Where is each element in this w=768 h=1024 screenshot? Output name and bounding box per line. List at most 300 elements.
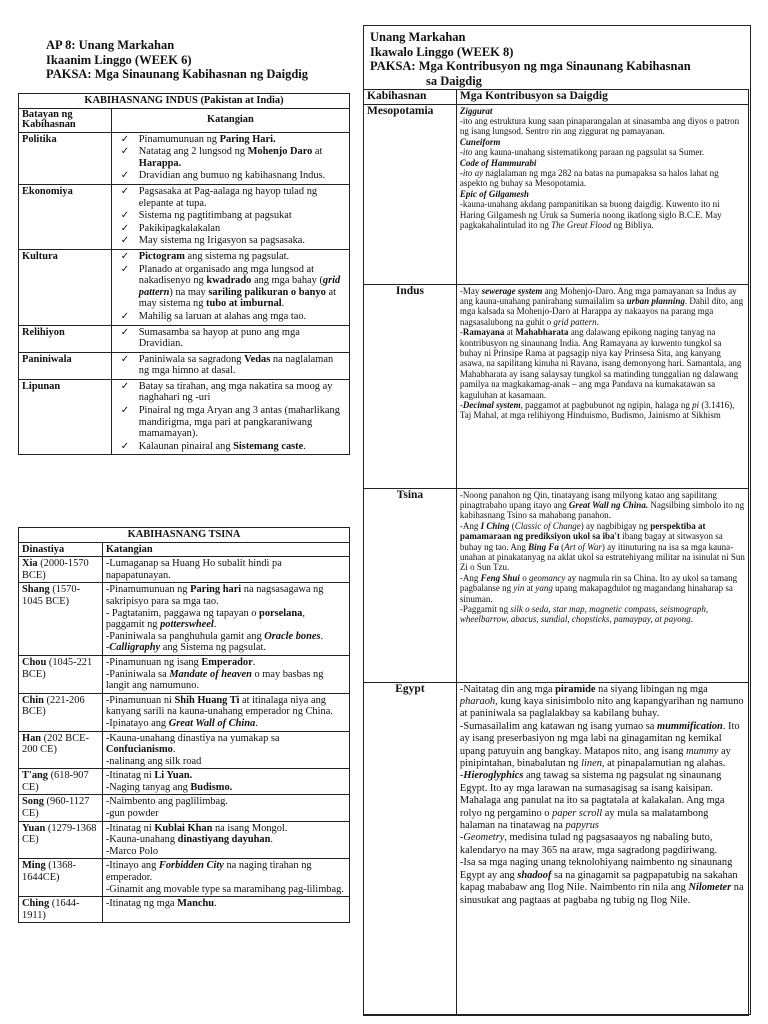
trait-text: na nagsasagawa ng sakripisyo para sa mga tao. [105, 584, 324, 607]
dynasty-traits [102, 821, 349, 859]
contribution-cell [456, 488, 748, 682]
contribution-text: pi [692, 400, 700, 411]
item-text: ang mga bahay ( [251, 275, 323, 287]
contribution-text: -Ang [459, 520, 481, 531]
trait-line [106, 733, 346, 756]
trait-line [106, 884, 346, 896]
dynasty-name: Ching [22, 898, 50, 910]
table-row [19, 795, 350, 821]
item-text: ) na may [169, 286, 209, 298]
contribution-paragraph [460, 147, 745, 157]
civilization-name: Mesopotamia [364, 104, 457, 284]
trait-line [106, 608, 346, 631]
item-text: Pagsasaka at Pag-aalaga ng hayop tulad ng elepante at tupa. [138, 185, 318, 209]
trait-text: -Paniniwala sa [105, 668, 170, 680]
contribution-text: urban planning [626, 296, 685, 306]
contribution-paragraph [460, 604, 745, 625]
trait-text: -Ginamit ang movable type sa maramihang pag-lilimbag. [105, 883, 344, 895]
contribution-text: - [459, 400, 463, 411]
contribution-text: Ramayana [462, 327, 505, 338]
trait-text: -Lumaganap sa Huang Ho subalit hindi pa napapatunayan. [105, 558, 282, 581]
contribution-paragraph [460, 189, 745, 199]
contribution-text: The Great Flood [551, 220, 612, 231]
contribution-text: at [524, 583, 536, 594]
contribution-text: ay nagmula rin sa China. Ito ay ukol sa tamang pagbalanse ng [459, 572, 738, 594]
contribution-text: silk o seda, star map, magnetic compass, seismograph, wheelbarrow, abacus, sundial, chopsticks, pamaypay, at payong [459, 604, 709, 625]
item-text: Sistema ng pagtitimbang at pagsukat [138, 210, 292, 222]
contribution-text: . Dahil dito, ang mga kalsada sa Mohenjo-Daro at Harappa ay nakaayos na parang mga nagsasalubong na guhit o [459, 296, 744, 327]
right-header-line3b: sa Daigdig [426, 73, 482, 88]
contribution-text: - [459, 770, 464, 782]
item-text: Planado at organisado ang mga lungsod at nakadisenyo ng [138, 263, 315, 287]
trait-text: Emperador [201, 656, 253, 668]
trait-text: -Pinamumunuan ng [105, 584, 191, 596]
contribution-paragraph [460, 327, 745, 400]
trait-text: -Itinayo ang [105, 860, 159, 872]
indus-table [18, 93, 350, 455]
left-header-line1: AP 8: Unang Markahan [46, 38, 175, 52]
dynasty-name: Han [22, 732, 42, 744]
dynasty-traits [102, 897, 349, 923]
contrib-col2-header: Mga Kontribusyon sa Daigdig [456, 90, 748, 105]
trait-line [106, 898, 346, 910]
trait-text: Mandate of heaven [169, 668, 252, 680]
dynasty-name: Shang [22, 584, 50, 596]
contribution-text: (3.1416), Taj Mahal, at mga relihiyong Hinduismo, Budismo, Jainismo at Sikhism [459, 400, 735, 421]
dynasty-cell [19, 897, 103, 923]
contribution-text: Code of Hammurabi [459, 157, 537, 168]
contribution-text: na siyang libingan ng mga [595, 683, 708, 695]
trait-text: Manchu [177, 898, 215, 910]
dynasty-traits [102, 583, 349, 656]
contribution-text: ) ay nagbibigay ng [580, 520, 651, 531]
contribution-text: - [459, 327, 463, 338]
trait-text: -nalinang ang silk road [105, 755, 202, 767]
list-item [139, 223, 346, 235]
contribution-paragraph [460, 770, 745, 832]
contribution-text: paper scroll [552, 807, 603, 819]
contribution-paragraph [460, 400, 745, 421]
contribution-text: ang kauna-unahang sistematikong paraan ng pagsulat sa Sumer. [472, 147, 705, 158]
contribution-text: -Noong panahon ng Qin, tinatayang isang milyong katao ang sapilitang pinagtrabaho upang itayo ang [459, 489, 717, 510]
table-row [364, 682, 749, 1015]
item-text: Pinairal ng mga Aryan ang 3 antas (maharlikang mandirigma, mga pari at pangkaraniwang mamamayan). [138, 405, 340, 440]
trait-text: Great Wall of China [168, 717, 256, 729]
trait-line [106, 669, 346, 692]
trait-text: Li Yuan. [154, 770, 193, 782]
contribution-text: -May [459, 285, 482, 296]
table-row [364, 488, 749, 682]
contribution-paragraph [460, 573, 745, 604]
dynasty-traits [102, 769, 349, 795]
trait-text: , paggamit ng [105, 607, 305, 631]
trait-line [106, 584, 346, 607]
list-item [139, 170, 346, 182]
contribution-text: ang dalawang epikong naging tanyag na kontribusyon ng sinaunang India. Ang Ramayana ay kuwento tungkol sa buhay ni Prinsipe Rama at pagsagip niya kay Prinsesa Sita, ang kanyang asawa, na sapilitang kinuha ni Ravana, isang demonyong hari. Samantala, ang Mahabharata ay isang salaysay tungkol sa matinding tunggalian ng dalawang pamilya na magkakamag-anak – ang mga Pandava na kumakatawan sa kaguluhan at kasamaan. [459, 327, 742, 400]
trait-text: -Paniniwala sa panghuhula gamit ang [105, 630, 265, 642]
item-text: Pictogram [138, 250, 185, 262]
contribution-text: ito ay [462, 168, 484, 179]
trait-text: -Marco Polo [105, 845, 159, 857]
contribution-cell [456, 682, 748, 1015]
contribution-paragraph [460, 116, 745, 137]
trait-text: Calligraphy [109, 642, 161, 654]
dynasty-years: (1570-1045 BCE) [22, 584, 81, 607]
list-item [139, 186, 346, 209]
dynasty-years: (1279-1368 CE) [22, 822, 97, 846]
indus-row-items [111, 249, 349, 325]
contribution-text: yang [535, 583, 553, 594]
indus-row-items [111, 325, 349, 352]
dynasty-name: Xia [22, 558, 38, 570]
table-row [19, 897, 350, 923]
trait-text: -Itinatag ng mga [105, 898, 178, 910]
item-text: at may sistema ng [138, 286, 336, 310]
contribution-text: ( [558, 541, 565, 552]
right-panel [363, 25, 751, 1015]
trait-text: Confucianismo [105, 744, 173, 756]
contribution-text: -Isa sa mga naging unang teknolohiyang naimbento ng sinaunang Egypt ay ang [459, 857, 733, 881]
contribution-text: ( [509, 520, 515, 531]
trait-line [106, 631, 346, 643]
list-item [139, 441, 346, 453]
checklist [115, 381, 346, 453]
contribution-text: Ziggurat [459, 105, 493, 116]
contribution-text: Epic of Gilgamesh [459, 188, 529, 199]
item-text: tubo at imburnal [206, 298, 282, 310]
table-row [19, 583, 350, 656]
right-header-line2: Ikawalo Linggo (WEEK 8) [370, 44, 514, 59]
list-item [139, 235, 346, 247]
contribution-text: Art of War [564, 541, 602, 552]
contribution-text: papyrus [565, 820, 599, 832]
dynasty-cell [19, 655, 103, 693]
contribution-text: -Paggamit ng [459, 604, 511, 615]
indus-row-items [111, 184, 349, 249]
contribution-text: at [504, 327, 516, 338]
list-item [139, 146, 346, 169]
dynasty-years: (1045-221 BCE) [22, 656, 93, 680]
trait-text: - Pagtatanim, paggawa ng tapayan o [105, 607, 260, 619]
table-row [19, 184, 350, 249]
indus-row-label: Paniniwala [19, 352, 112, 379]
dynasty-traits [102, 859, 349, 897]
dynasty-years: (202 BCE- 200 CE) [22, 732, 89, 756]
table-row [19, 352, 350, 379]
contribution-text: grid pattern [553, 316, 597, 327]
trait-text: -Itinatag ni [105, 770, 155, 782]
item-text: Batay sa tirahan, ang mga nakatira sa moog ay naghahari ng -uri [138, 380, 333, 404]
item-text: Paniniwala sa sagradong [138, 353, 245, 365]
contribution-text: na sinusukat ang pagtaas at pagbaba ng tubig ng Ilog Nile. [459, 882, 744, 906]
checklist [115, 354, 346, 377]
item-text: Dravidian ang bumuo ng kabihasnang Indus. [138, 170, 326, 182]
contribution-text: -Naitatag din ang mga [459, 683, 556, 695]
contribution-text: Nagsilbing simbolo ito ng kabihasnang Tsino sa mahabang panahon. [459, 500, 745, 521]
dynasty-cell [19, 557, 103, 583]
table-row [19, 249, 350, 325]
dynasty-traits [102, 731, 349, 769]
civilization-name: Tsina [364, 488, 457, 682]
checklist [115, 134, 346, 182]
trait-text: Forbidden City [158, 860, 224, 872]
contribution-text: piramide [555, 683, 596, 695]
contribution-text: ay mula sa malatambong halaman na tinatawag na [459, 807, 709, 832]
civilization-name: Egypt [364, 682, 457, 1015]
item-text: . [281, 298, 285, 310]
dynasty-cell [19, 731, 103, 769]
item-text: ang sistema ng pagsulat. [184, 250, 290, 262]
contribution-text: mummification [657, 720, 723, 732]
indus-row-items [111, 352, 349, 379]
trait-text: -Kauna-unahang dinastiya na yumakap sa [105, 732, 280, 744]
indus-row-items [111, 132, 349, 184]
dynasty-name: Chou [22, 656, 47, 668]
trait-text: . [213, 619, 217, 631]
contribution-paragraph [460, 137, 745, 147]
contribution-paragraph [460, 521, 745, 573]
dynasty-cell [19, 769, 103, 795]
indus-row-label: Politika [19, 132, 112, 184]
contribution-paragraph [460, 490, 745, 521]
trait-text: ang Sistema ng pagsulat. [160, 642, 267, 654]
contributions-table [363, 89, 749, 1016]
trait-line [106, 860, 346, 883]
contribution-text: ito [462, 147, 473, 158]
trait-text: - [105, 642, 110, 654]
trait-text: . [270, 834, 273, 846]
trait-text: -Itinatag ni [105, 822, 155, 834]
contribution-text: kung kaya sinisimbolo nito ang kapangyarihan ng namuno at paniniwala sa paglalakbay sa kabilang buhay. [459, 696, 744, 720]
contribution-text: ) ay itinuturing na isa sa mga kauna-unahan at pinakatanyag na aklat ukol sa estratehiyang militar na isinulat ni Sun Zi o Sun Tzu. [459, 541, 745, 573]
dynasty-years: (960-1127 CE) [22, 796, 90, 820]
trait-text: Budismo. [190, 781, 233, 793]
contribution-text: - [459, 168, 463, 179]
list-item [139, 405, 346, 440]
trait-text: -gun powder [105, 808, 159, 820]
contribution-paragraph [460, 106, 745, 116]
table-row [19, 132, 350, 184]
dynasty-cell [19, 693, 103, 731]
contribution-text: , paggamot at pagbubunot ng ngipin, halaga ng [520, 400, 693, 411]
item-text: Vedas [244, 353, 271, 365]
trait-text: na isang Mongol. [212, 822, 288, 834]
trait-text: Oracle bones [264, 630, 321, 642]
dynasty-traits [102, 795, 349, 821]
contribution-cell [456, 104, 748, 284]
contribution-text: - [459, 832, 464, 844]
contribution-text: upang makapagdulot ng magandang hinaharap sa sinuman. [459, 583, 733, 604]
contribution-text: Feng Shui [480, 572, 520, 583]
contribution-text: perspektiba at pamamaraan ng prediksiyon ukol sa iba't [459, 520, 706, 542]
trait-text: . [320, 630, 324, 642]
trait-text: -Kauna-unahang [105, 834, 178, 846]
contribution-text: sa na ginagamit sa pagpapatubig na sakahan kapag mababaw ang Ilog Nile. Naimbento rin nila ang [459, 869, 738, 894]
dynasty-traits [102, 557, 349, 583]
contribution-text: -kauna-unahang akdang pampanitikan sa buong daigdig. Kuwento ito ni Haring Gilgamesh ng Uruk sa Sumeria noong ikatlong siglo B.C.E. May pagkakahalintulad ito ng [459, 199, 722, 231]
contribution-text: - [459, 147, 463, 158]
contribution-text: Classic of Change [514, 520, 581, 531]
contribution-text: naglalaman ng mga 282 na batas na pumapaksa sa halos lahat ng aspekto ng buhay sa Mesopotamia. [459, 168, 719, 189]
contribution-text: ang tawag sa sistema ng pagsulat ng sinaunang Egypt. Ito ay mga larawan na sumasagisag sa isang kaisipan. Mahalaga ang panulat na ito sa pagtatala at kalakalan. Ang mga rolyo ng pergamino o [459, 770, 725, 819]
indus-row-label: Kultura [19, 249, 112, 325]
list-item [139, 381, 346, 404]
contribution-text: -ito ang estruktura kung saan pinaparangalan at sinasamba ang diyos o patron ng isang lungsod. Sentro rin ang ziggurat ng pamayanan. [459, 116, 740, 137]
dynasty-years: (1644-1911) [22, 898, 80, 921]
left-header-line2: Ikaanim Linggo (WEEK 6) [46, 52, 192, 67]
trait-text: dinastiyang dayuhan [177, 834, 271, 846]
trait-text: -Pinamunuan ng isang [105, 656, 202, 668]
left-header [46, 38, 308, 82]
contribution-text: I Ching [480, 520, 510, 531]
trait-text: Kublai Khan [154, 822, 213, 834]
contribution-text: ay pinipintahan, binabalutan ng [459, 745, 731, 770]
trait-line [106, 846, 346, 858]
list-item [139, 134, 346, 146]
table-row [364, 284, 749, 488]
trait-line [106, 808, 346, 820]
contribution-text: Nilometer [688, 882, 732, 894]
list-item [139, 327, 346, 350]
contribution-text: , medisina tulad ng pagsasaayos ng nabaling buto, kalendaryo na may 365 na araw, mga sagradong pagdiriwang. [459, 832, 718, 856]
item-text: Natatag ang 2 lungsod ng [138, 146, 248, 158]
list-item [139, 264, 346, 310]
contribution-text: o [519, 572, 529, 583]
item-text: grid pattern [138, 275, 341, 298]
item-text: Harappa. [138, 157, 182, 169]
dynasty-name: T'ang [22, 770, 48, 782]
trait-line [106, 782, 346, 794]
trait-line [106, 756, 346, 768]
indus-row-label: Lipunan [19, 379, 112, 455]
dynasty-traits [102, 655, 349, 693]
item-text: kwadrado [206, 275, 252, 287]
table-row [19, 821, 350, 859]
trait-line [106, 796, 346, 808]
indus-col2-header: Katangian [111, 108, 349, 132]
contribution-text: geomancy [528, 572, 566, 583]
trait-line [106, 657, 346, 669]
contribution-paragraph [460, 721, 745, 771]
contribution-text: . [690, 614, 693, 625]
trait-line [106, 718, 346, 730]
item-text: na naglalaman ng mga himno at dasal. [138, 353, 334, 377]
tsina-table [18, 527, 350, 923]
tsina-col2-header: Katangian [102, 542, 349, 557]
trait-text: . [255, 717, 258, 729]
contribution-text: Geometry [463, 832, 505, 844]
contribution-text: Cuneiform [459, 136, 501, 147]
item-text: Sumasamba sa hayop at puno ang mga Dravidian. [138, 326, 300, 350]
contribution-text: ang Mohenjo-Daro. Ang mga pamayanan sa Indus ay ang kauna-unahang panirahang sumailalim sa [459, 285, 737, 306]
trait-line [106, 558, 346, 581]
dynasty-cell [19, 859, 103, 897]
dynasty-years: (221-206 BCE) [22, 694, 85, 718]
list-item [139, 311, 346, 323]
trait-text: . [172, 744, 176, 756]
checklist [115, 186, 346, 247]
table-row [364, 104, 749, 284]
indus-row-label: Ekonomiya [19, 184, 112, 249]
contribution-text: Hieroglyphics [463, 770, 524, 782]
table-row [19, 859, 350, 897]
contribution-text: ibang bagay at sitwasyon sa buhay ng tao. Ang [459, 531, 723, 552]
contribution-paragraph [460, 199, 745, 230]
list-item [139, 251, 346, 263]
contribution-text: mummy [686, 745, 719, 757]
contribution-paragraph [460, 158, 745, 168]
item-text: sariling palikuran o banyo [208, 286, 326, 298]
trait-line [106, 695, 346, 718]
contribution-text: linen [581, 758, 602, 770]
dynasty-cell [19, 821, 103, 859]
contribution-paragraph [460, 857, 745, 907]
table-row [19, 379, 350, 455]
contribution-text: . [596, 316, 599, 327]
table-row [19, 693, 350, 731]
dynasty-name: Yuan [22, 822, 46, 834]
checklist [115, 251, 346, 323]
item-text: Mahilig sa laruan at alahas ang mga tao. [138, 310, 307, 322]
list-item [139, 210, 346, 222]
tsina-table-title: KABIHASNANG TSINA [19, 528, 350, 543]
item-text: Kalaunan pinairal ang [138, 440, 234, 452]
contribution-paragraph [460, 684, 745, 721]
contribution-text: shadoof [517, 869, 552, 881]
contribution-text: sewerage system [481, 285, 543, 296]
table-row [19, 731, 350, 769]
indus-row-label: Relihiyon [19, 325, 112, 352]
trait-text: -Naging tanyag ang [105, 781, 191, 793]
trait-text: porselana [259, 607, 303, 619]
checklist [115, 327, 346, 350]
item-text: Paring Hari. [219, 133, 276, 145]
trait-text: Paring hari [190, 584, 242, 596]
contribution-text: -Sumasailalim ang katawan ng isang yumao sa [459, 720, 657, 732]
contribution-paragraph [460, 286, 745, 328]
trait-text: -Ipinatayo ang [105, 717, 169, 729]
contribution-text: yin [513, 583, 525, 594]
contribution-text: ng Bibliya. [611, 220, 654, 231]
trait-line [106, 823, 346, 835]
table-row [19, 769, 350, 795]
item-text: May sistema ng Irigasyon sa pagsasaka. [138, 235, 305, 247]
contribution-text: pharaoh, [459, 696, 498, 707]
trait-text: -Pinamunuan ni [105, 694, 175, 706]
trait-line [106, 642, 346, 654]
indus-col1-header: Batayan ng Kabihasnan [19, 108, 112, 132]
item-text: Mohenjo Daro [247, 146, 313, 158]
table-row [19, 557, 350, 583]
contrib-col1-header: Kabihasnan [364, 90, 457, 105]
civilization-name: Indus [364, 284, 457, 488]
contribution-cell [456, 284, 748, 488]
trait-text: Shih Huang Ti [174, 694, 240, 706]
right-header [370, 30, 745, 88]
item-text: Sistemang caste [233, 440, 304, 452]
contribution-text: Great Wall ng China. [568, 500, 649, 510]
item-text: at [312, 146, 323, 158]
dynasty-cell [19, 795, 103, 821]
trait-text: potterswheel [160, 619, 214, 631]
indus-table-title: KABIHASNANG INDUS (Pakistan at India) [19, 94, 350, 109]
trait-text: na naging tirahan ng emperador. [105, 860, 312, 884]
dynasty-name: Chin [22, 694, 44, 706]
right-header-line3a: PAKSA: Mga Kontribusyon ng mga Sinaunang Kabihasnan [370, 59, 691, 73]
contribution-text: Mahabharata [515, 327, 569, 338]
right-header-line1: Unang Markahan [370, 30, 466, 44]
contribution-paragraph [460, 168, 745, 189]
